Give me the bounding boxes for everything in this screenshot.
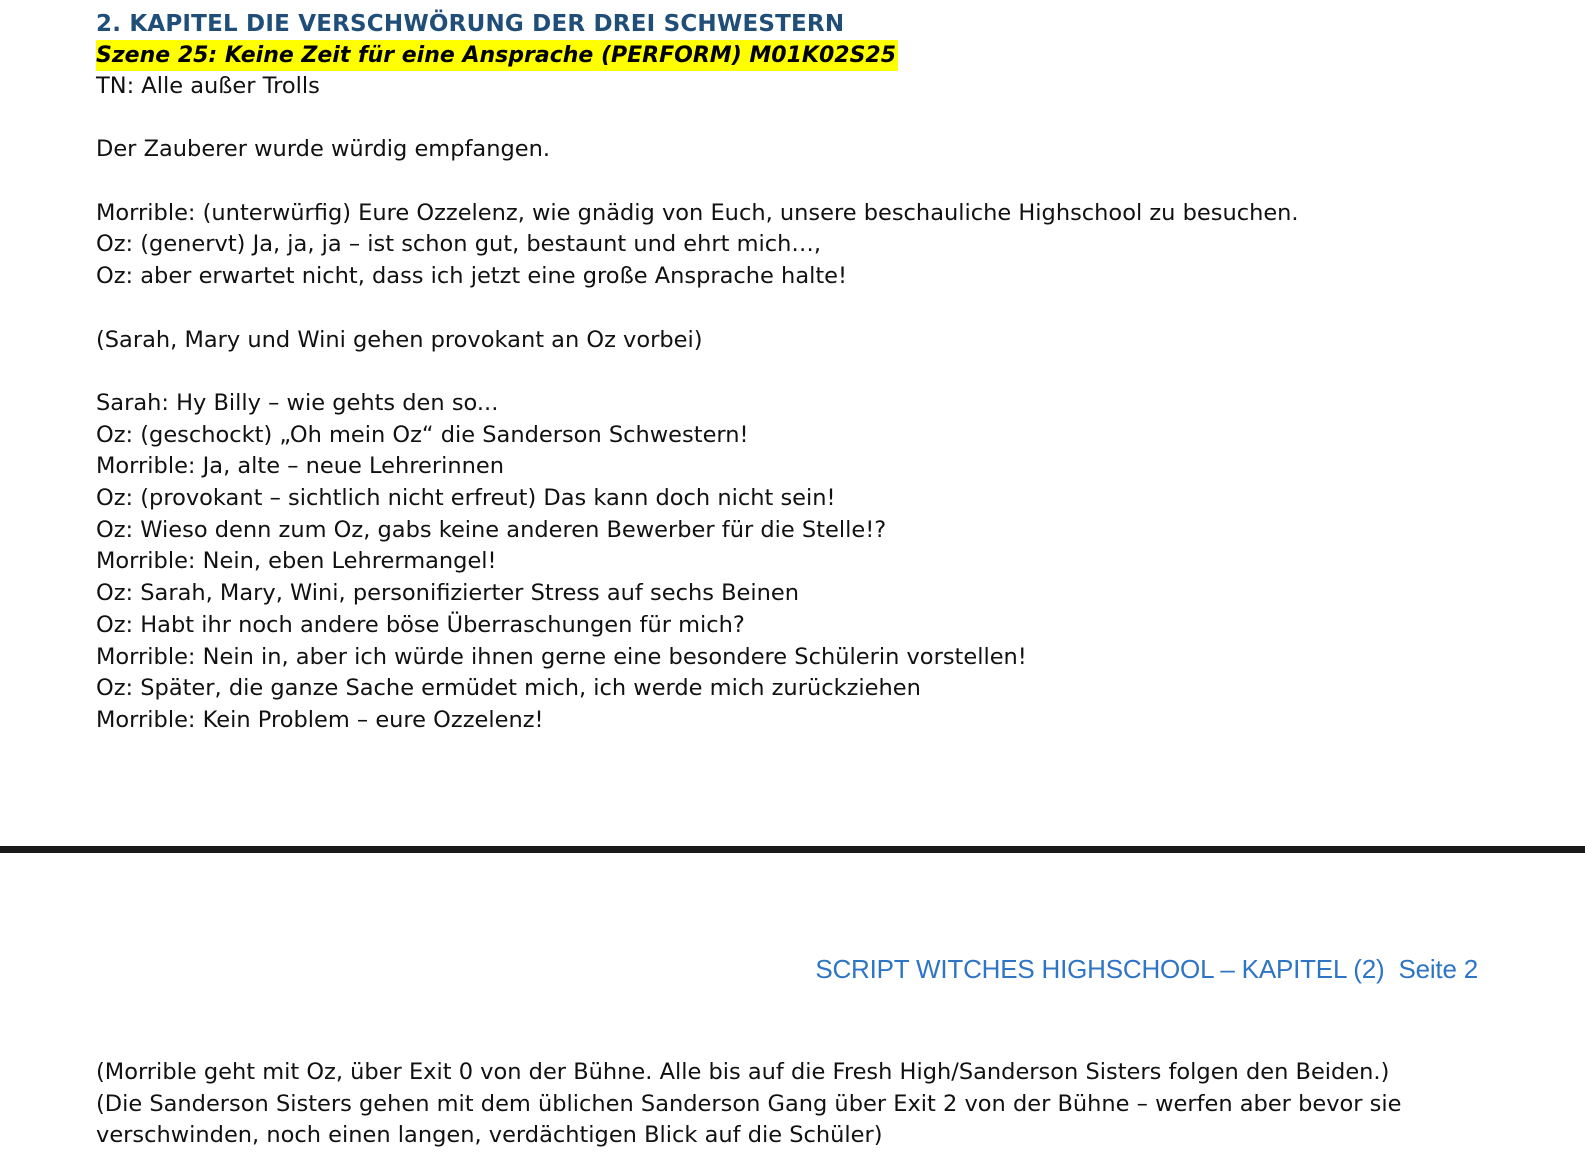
- spacer: [96, 356, 1536, 388]
- dialogue-line: Sarah: Hy Billy – wie gehts den so...: [96, 389, 499, 416]
- stage-direction-line: (Die Sanderson Sisters gehen mit dem üblichen Sanderson Gang über Exit 2 von der Bühne – werfen aber bevor sie: [96, 1090, 1402, 1117]
- dialogue-line: Morrible: Ja, alte – neue Lehrerinnen: [96, 453, 504, 480]
- page-divider: [0, 846, 1585, 853]
- dialogue-line: Oz: (geschockt) „Oh mein Oz“ die Sanderson Schwestern!: [96, 421, 749, 448]
- dialogue-line: Oz: Sarah, Mary, Wini, personifizierter Stress auf sechs Beinen: [96, 580, 799, 607]
- dialogue-line: Oz: (provokant – sichtlich nicht erfreut) Das kann doch nicht sein!: [96, 485, 836, 512]
- dialogue-line: Morrible: Nein in, aber ich würde ihnen gerne eine besondere Schülerin vorstellen!: [96, 643, 1027, 670]
- scene-heading: Szene 25: Keine Zeit für eine Ansprache (PERFORM) M01K02S25: [96, 40, 898, 71]
- page-number: Seite 2: [1398, 954, 1478, 984]
- stage-direction-line: verschwinden, noch einen langen, verdächtigen Blick auf die Schüler): [96, 1122, 883, 1149]
- dialogue-line: Morrible: Nein, eben Lehrermangel!: [96, 548, 497, 575]
- footer-title: SCRIPT WITCHES HIGHSCHOOL – KAPITEL (2): [815, 954, 1385, 984]
- spacer: [96, 103, 1536, 135]
- script-page-bottom: [96, 1057, 1536, 1152]
- dialogue-line: Morrible: Kein Problem – eure Ozzelenz!: [96, 707, 544, 733]
- participants-line: TN: Alle außer Trolls: [96, 73, 320, 99]
- spacer: [96, 166, 1536, 198]
- script-page-top: [96, 8, 1536, 737]
- dialogue-line: Oz: Habt ihr noch andere böse Überraschungen für mich?: [96, 611, 745, 638]
- page-footer: [815, 952, 1478, 986]
- stage-direction-line: (Sarah, Mary und Wini gehen provokant an Oz vorbei): [96, 326, 703, 353]
- dialogue-line: Oz: Später, die ganze Sache ermüdet mich, ich werde mich zurückziehen: [96, 675, 921, 702]
- narration-line: Der Zauberer wurde würdig empfangen.: [96, 136, 550, 163]
- spacer: [96, 293, 1536, 325]
- dialogue-line: Morrible: (unterwürfig) Eure Ozzelenz, wie gnädig von Euch, unsere beschauliche Highschool zu besuchen.: [96, 199, 1299, 226]
- dialogue-line: Oz: aber erwartet nicht, dass ich jetzt eine große Ansprache halte!: [96, 263, 848, 290]
- chapter-heading: 2. KAPITEL DIE VERSCHWÖRUNG DER DREI SCHWESTERN: [96, 11, 845, 37]
- dialogue-line: Oz: (genervt) Ja, ja, ja – ist schon gut, bestaunt und ehrt mich…,: [96, 231, 822, 258]
- dialogue-line: Oz: Wieso denn zum Oz, gabs keine anderen Bewerber für die Stelle!?: [96, 516, 887, 543]
- stage-direction-line: (Morrible geht mit Oz, über Exit 0 von der Bühne. Alle bis auf die Fresh High/Sanderson Sisters folgen den Beiden.): [96, 1059, 1390, 1085]
